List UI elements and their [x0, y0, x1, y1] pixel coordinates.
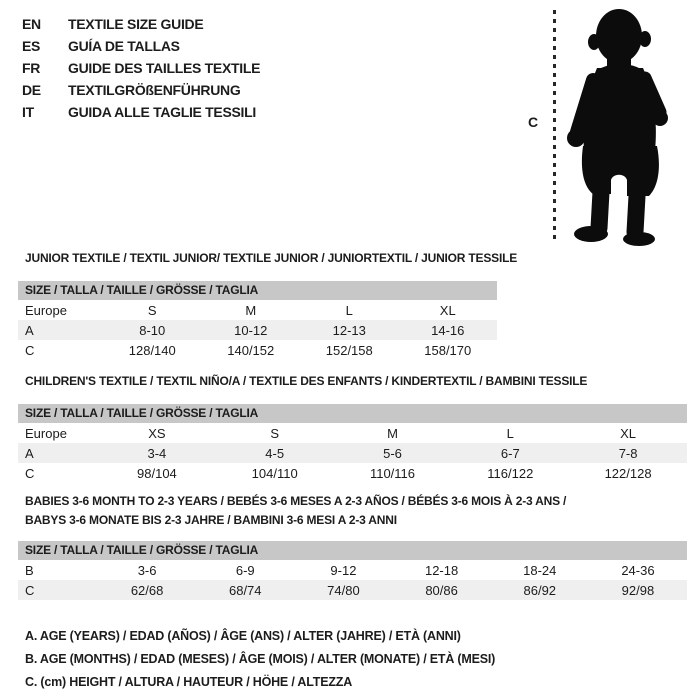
table-row-a — [18, 320, 497, 340]
table-cell: 12-13 — [332, 322, 366, 338]
table-cell: 122/128 — [604, 465, 652, 481]
table-cell: 14-16 — [431, 322, 465, 338]
legend-note-a: A. AGE (YEARS) / EDAD (AÑOS) / ÂGE (ANS) / ALTER (JAHRE) / ETÀ (ANNI) — [25, 629, 461, 643]
table-cell: M — [245, 302, 257, 318]
table-row-c — [18, 463, 687, 483]
row-label: Europe — [25, 302, 67, 318]
table-cell: 24-36 — [621, 562, 655, 578]
size-table — [18, 404, 687, 483]
table-cell: 152/158 — [325, 342, 373, 358]
language-row-es — [22, 35, 260, 57]
size-table — [18, 281, 497, 360]
table-cell: 3-6 — [137, 562, 157, 578]
language-title-list — [22, 13, 260, 123]
section-title-line: BABYS 3-6 MONATE BIS 2-3 JAHRE / BAMBINI 3-6 MESI A 2-3 ANNI — [25, 513, 397, 527]
table-cell: 8-10 — [139, 322, 166, 338]
table-cell: XL — [439, 302, 456, 318]
table-cell: M — [387, 425, 398, 441]
size-table-header: SIZE / TALLA / TAILLE / GRÖSSE / TAGLIA — [18, 404, 687, 423]
table-cell: 86/92 — [523, 582, 557, 598]
table-cell: S — [147, 302, 157, 318]
table-cell: XS — [148, 425, 166, 441]
table-cell: 110/116 — [369, 465, 416, 481]
language-guide-title: TEXTILE SIZE GUIDE — [68, 16, 204, 32]
section-title-line: BABIES 3-6 MONTH TO 2-3 YEARS / BEBÉS 3-6 MESES A 2-3 AÑOS / BÉBÉS 3-6 MOIS À 2-3 ANS / — [25, 494, 567, 508]
section-title — [18, 492, 687, 530]
section-title — [18, 372, 687, 391]
table-row-c — [18, 340, 497, 360]
table-row-b — [18, 560, 687, 580]
row-label: C — [25, 465, 35, 481]
size-table-section-0 — [18, 249, 687, 360]
legend-note-b: B. AGE (MONTHS) / EDAD (MESES) / ÂGE (MOIS) / ALTER (MONATE) / ETÀ (MESI) — [25, 652, 496, 666]
size-table-header: SIZE / TALLA / TAILLE / GRÖSSE / TAGLIA — [18, 541, 687, 560]
height-measure-label: C — [528, 114, 539, 130]
language-code: DE — [22, 82, 41, 98]
table-cell: 68/74 — [228, 582, 262, 598]
table-cell: 7-8 — [618, 445, 638, 461]
table-cell: 18-24 — [523, 562, 557, 578]
language-guide-title: GUIDA ALLE TAGLIE TESSILI — [68, 104, 256, 120]
language-guide-title: GUIDE DES TAILLES TEXTILE — [68, 60, 261, 76]
row-label: B — [25, 562, 34, 578]
table-cell: XL — [620, 425, 637, 441]
size-table — [18, 541, 687, 600]
table-cell: 12-18 — [424, 562, 459, 578]
height-dashed-line — [553, 10, 556, 244]
table-cell: 6-7 — [500, 445, 520, 461]
language-guide-title: GUÍA DE TALLAS — [68, 38, 180, 54]
language-row-de — [22, 79, 260, 101]
table-row-europe — [18, 423, 687, 443]
legend-note-c: C. (cm) HEIGHT / ALTURA / HAUTEUR / HÖHE / ALTEZZA — [25, 675, 353, 689]
language-code: IT — [22, 104, 34, 120]
table-cell: 10-12 — [234, 322, 268, 338]
table-cell: 128/140 — [128, 342, 176, 358]
size-table-section-1 — [18, 372, 687, 483]
toddler-silhouette-icon — [566, 6, 678, 246]
language-guide-title: TEXTILGRÖßENFÜHRUNG — [68, 82, 241, 98]
table-cell: 5-6 — [383, 445, 402, 461]
legend-notes — [25, 625, 495, 694]
table-cell: L — [345, 302, 353, 318]
table-cell: 3-4 — [147, 445, 167, 461]
row-label: C — [25, 582, 35, 598]
language-row-it — [22, 101, 260, 123]
toddler-figure — [526, 4, 686, 250]
table-cell: L — [506, 425, 514, 441]
table-cell: 116/122 — [487, 465, 534, 481]
table-cell: 92/98 — [621, 582, 655, 598]
language-row-en — [22, 13, 260, 35]
table-cell: 158/170 — [424, 342, 472, 358]
table-cell: 80/86 — [425, 582, 458, 598]
row-label: Europe — [25, 425, 67, 441]
table-cell: S — [270, 425, 280, 441]
row-label: C — [25, 342, 35, 358]
language-code: EN — [22, 16, 41, 32]
row-label: A — [25, 445, 34, 461]
language-row-fr — [22, 57, 260, 79]
section-title-line: CHILDREN'S TEXTILE / TEXTIL NIÑO/A / TEXTILE DES ENFANTS / KINDERTEXTIL / BAMBINI TESSILE — [25, 374, 588, 388]
table-cell: 98/104 — [137, 465, 177, 481]
size-table-header: SIZE / TALLA / TAILLE / GRÖSSE / TAGLIA — [18, 281, 497, 300]
table-cell: 140/152 — [227, 342, 275, 358]
table-cell: 9-12 — [330, 562, 357, 578]
table-cell: 104/110 — [251, 465, 298, 481]
table-row-a — [18, 443, 687, 463]
table-cell: 74/80 — [327, 582, 360, 598]
row-label: A — [25, 322, 34, 338]
table-cell: 62/68 — [130, 582, 164, 598]
language-code: FR — [22, 60, 41, 76]
table-cell: 4-5 — [265, 445, 285, 461]
size-table-section-2 — [18, 492, 687, 600]
table-row-europe — [18, 300, 497, 320]
table-row-c — [18, 580, 687, 600]
table-cell: 6-9 — [235, 562, 255, 578]
language-code: ES — [22, 38, 41, 54]
section-title — [18, 249, 687, 268]
section-title-line: JUNIOR TEXTILE / TEXTIL JUNIOR/ TEXTILE JUNIOR / JUNIORTEXTIL / JUNIOR TESSILE — [25, 251, 518, 265]
